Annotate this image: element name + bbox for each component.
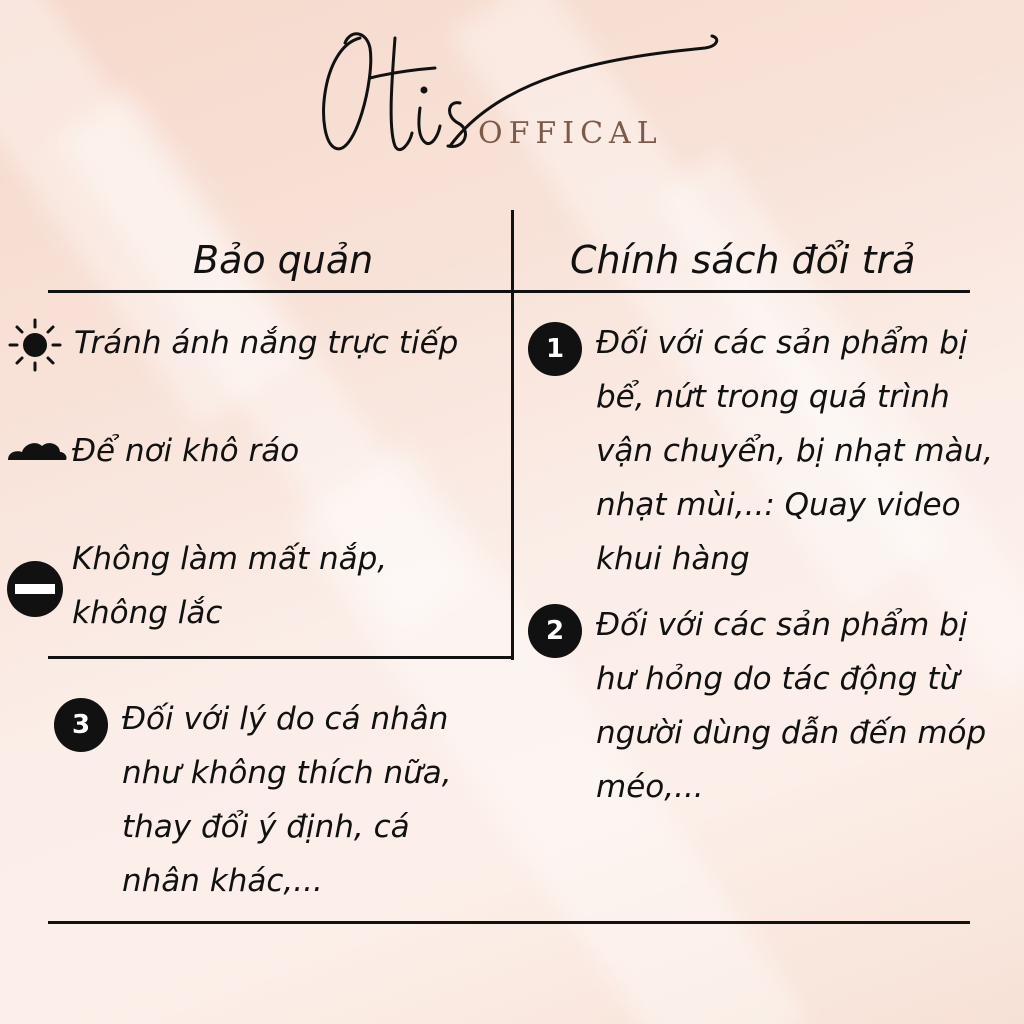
cloud-icon xyxy=(6,436,68,466)
no-entry-icon xyxy=(6,560,64,622)
brand-subtitle: OFFICAL xyxy=(478,116,663,151)
return-item-2-text: Đối với các sản phẩm bị hư hỏng do tác động từ người dùng dẫn đến móp méo,... xyxy=(596,607,987,805)
footer-divider xyxy=(48,921,970,924)
number-badge-1: 1 xyxy=(528,322,582,376)
return-item-3-text: Đối với lý do cá nhân như không thích nữa, thay đổi ý định, cá nhân khác,... xyxy=(122,701,452,899)
return-item-1-text: Đối với các sản phẩm bị bể, nứt trong quá trình vận chuyển, bị nhạt màu, nhạt mùi,..: Quay video khui hàng xyxy=(596,325,994,577)
storage-item-cloud-text: Để nơi khô ráo xyxy=(72,433,300,469)
number-badge-2: 2 xyxy=(528,604,582,658)
number-badge-3: 3 xyxy=(54,698,108,752)
returns-heading: Chính sách đổi trả xyxy=(570,238,916,282)
storage-item-sun-text: Tránh ánh nắng trực tiếp xyxy=(74,325,459,361)
brand-logo xyxy=(300,18,730,168)
storage-item-no-entry-text: Không làm mất nắp, không lắc xyxy=(72,541,388,631)
sun-icon xyxy=(8,318,62,376)
storage-heading: Bảo quản xyxy=(193,238,374,282)
storage-bottom-divider xyxy=(48,656,514,659)
column-divider xyxy=(511,210,514,660)
header-divider xyxy=(48,290,970,293)
